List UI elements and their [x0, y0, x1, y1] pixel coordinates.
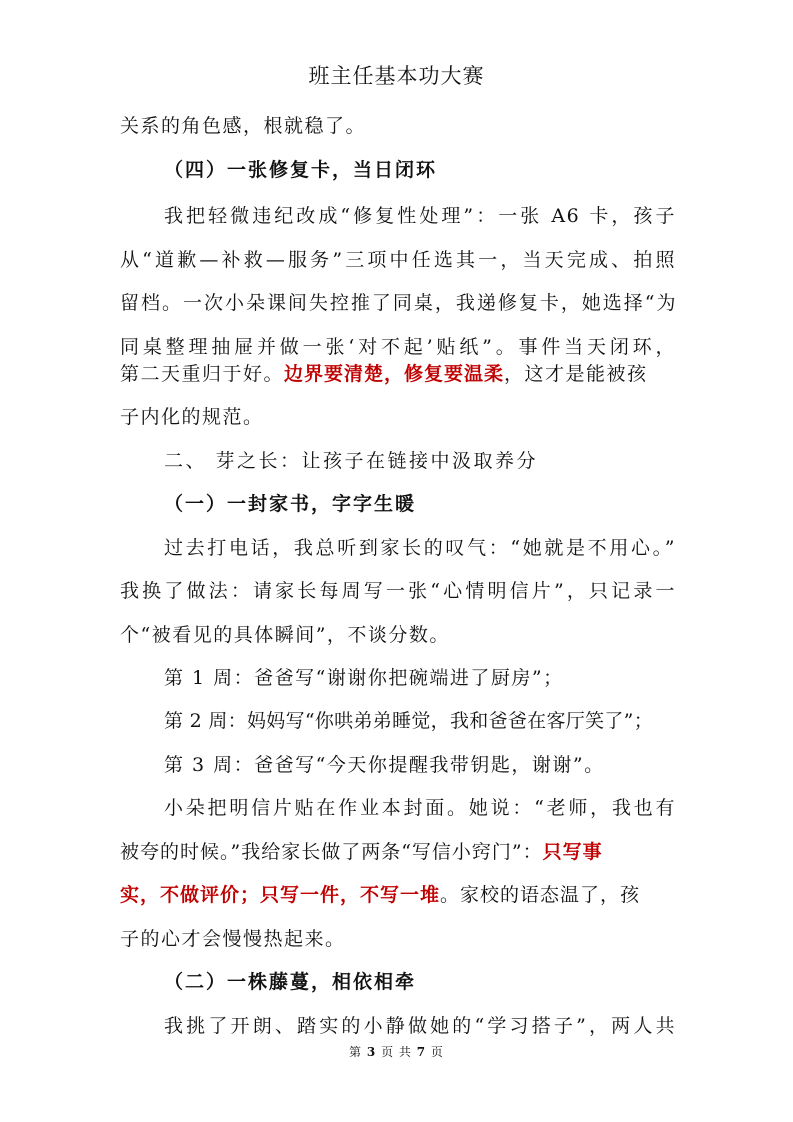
- paragraph-text: 被夸的时候。”我给家长做了两条“写信小窍门”：: [120, 841, 543, 863]
- section-heading: （一）一封家书，字字生暖: [164, 493, 417, 515]
- paragraph-line: 同桌整理抽屉并做一张‘对不起’贴纸”。事件当天闭环，: [120, 336, 676, 358]
- footer-page-number: 3: [366, 1045, 377, 1059]
- section-heading: （二）一株藤蔓，相依相牵: [164, 971, 417, 993]
- paragraph-line: 个“被看见的具体瞬间”，不谈分数。: [120, 624, 450, 646]
- emphasis-text: 实，不做评价；只写一件，不写一堆: [120, 884, 441, 906]
- chapter-heading: 二、 芽之长：让孩子在链接中汲取养分: [164, 450, 539, 472]
- paragraph-line: 留档。一次小朵课间失控推了同桌，我递修复卡，她选择“为: [120, 292, 676, 314]
- list-item: 第 3 周：爸爸写“今天你提醒我带钥匙，谢谢”。: [164, 754, 605, 776]
- list-item: 第 2 周：妈妈写“你哄弟弟睡觉，我和爸爸在客厅笑了”；: [164, 710, 653, 732]
- paragraph-text: ，这才是能被孩: [504, 363, 648, 385]
- page-footer: [0, 1043, 793, 1060]
- paragraph-line-with-emphasis: [120, 832, 676, 872]
- paragraph-line: 关系的角色感，根就稳了。: [120, 115, 367, 137]
- footer-mid: 页 共: [381, 1045, 412, 1059]
- paragraph-text: 第二天重归于好。: [120, 363, 285, 385]
- paragraph-line: 过去打电话，我总听到家长的叹气：“她就是不用心。”: [164, 537, 676, 559]
- paragraph-line-with-emphasis: [120, 875, 676, 915]
- paragraph-line: 我挑了开朗、踏实的小静做她的“学习搭子”，两人共: [164, 1015, 676, 1037]
- footer-suffix: 页: [430, 1045, 444, 1059]
- footer-prefix: 第: [349, 1045, 363, 1059]
- emphasis-text: 只写事: [542, 841, 603, 863]
- page-header-title: 班主任基本功大赛: [308, 64, 485, 88]
- paragraph-text: 。家校的语态温了，孩: [440, 884, 641, 906]
- paragraph-line: 小朵把明信片贴在作业本封面。她说：“老师，我也有: [164, 797, 676, 819]
- footer-total-pages: 7: [416, 1045, 427, 1059]
- paragraph-line: 子内化的规范。: [120, 406, 264, 428]
- paragraph-line: 我把轻微违纪改成“修复性处理”：一张 A6 卡，孩子: [164, 205, 676, 227]
- paragraph-line: 我换了做法：请家长每周写一张“心情明信片”，只记录一: [120, 580, 676, 602]
- paragraph-line: 从“道歉—补救—服务”三项中任选其一，当天完成、拍照: [120, 249, 676, 271]
- paragraph-line: 子的心才会慢慢热起来。: [120, 928, 346, 950]
- section-heading: （四）一张修复卡，当日闭环: [164, 159, 438, 181]
- list-item: 第 1 周：爸爸写“谢谢你把碗端进了厨房”；: [164, 667, 564, 689]
- emphasis-text: 边界要清楚，修复要温柔: [284, 363, 505, 385]
- paragraph-line-with-emphasis: [120, 354, 676, 394]
